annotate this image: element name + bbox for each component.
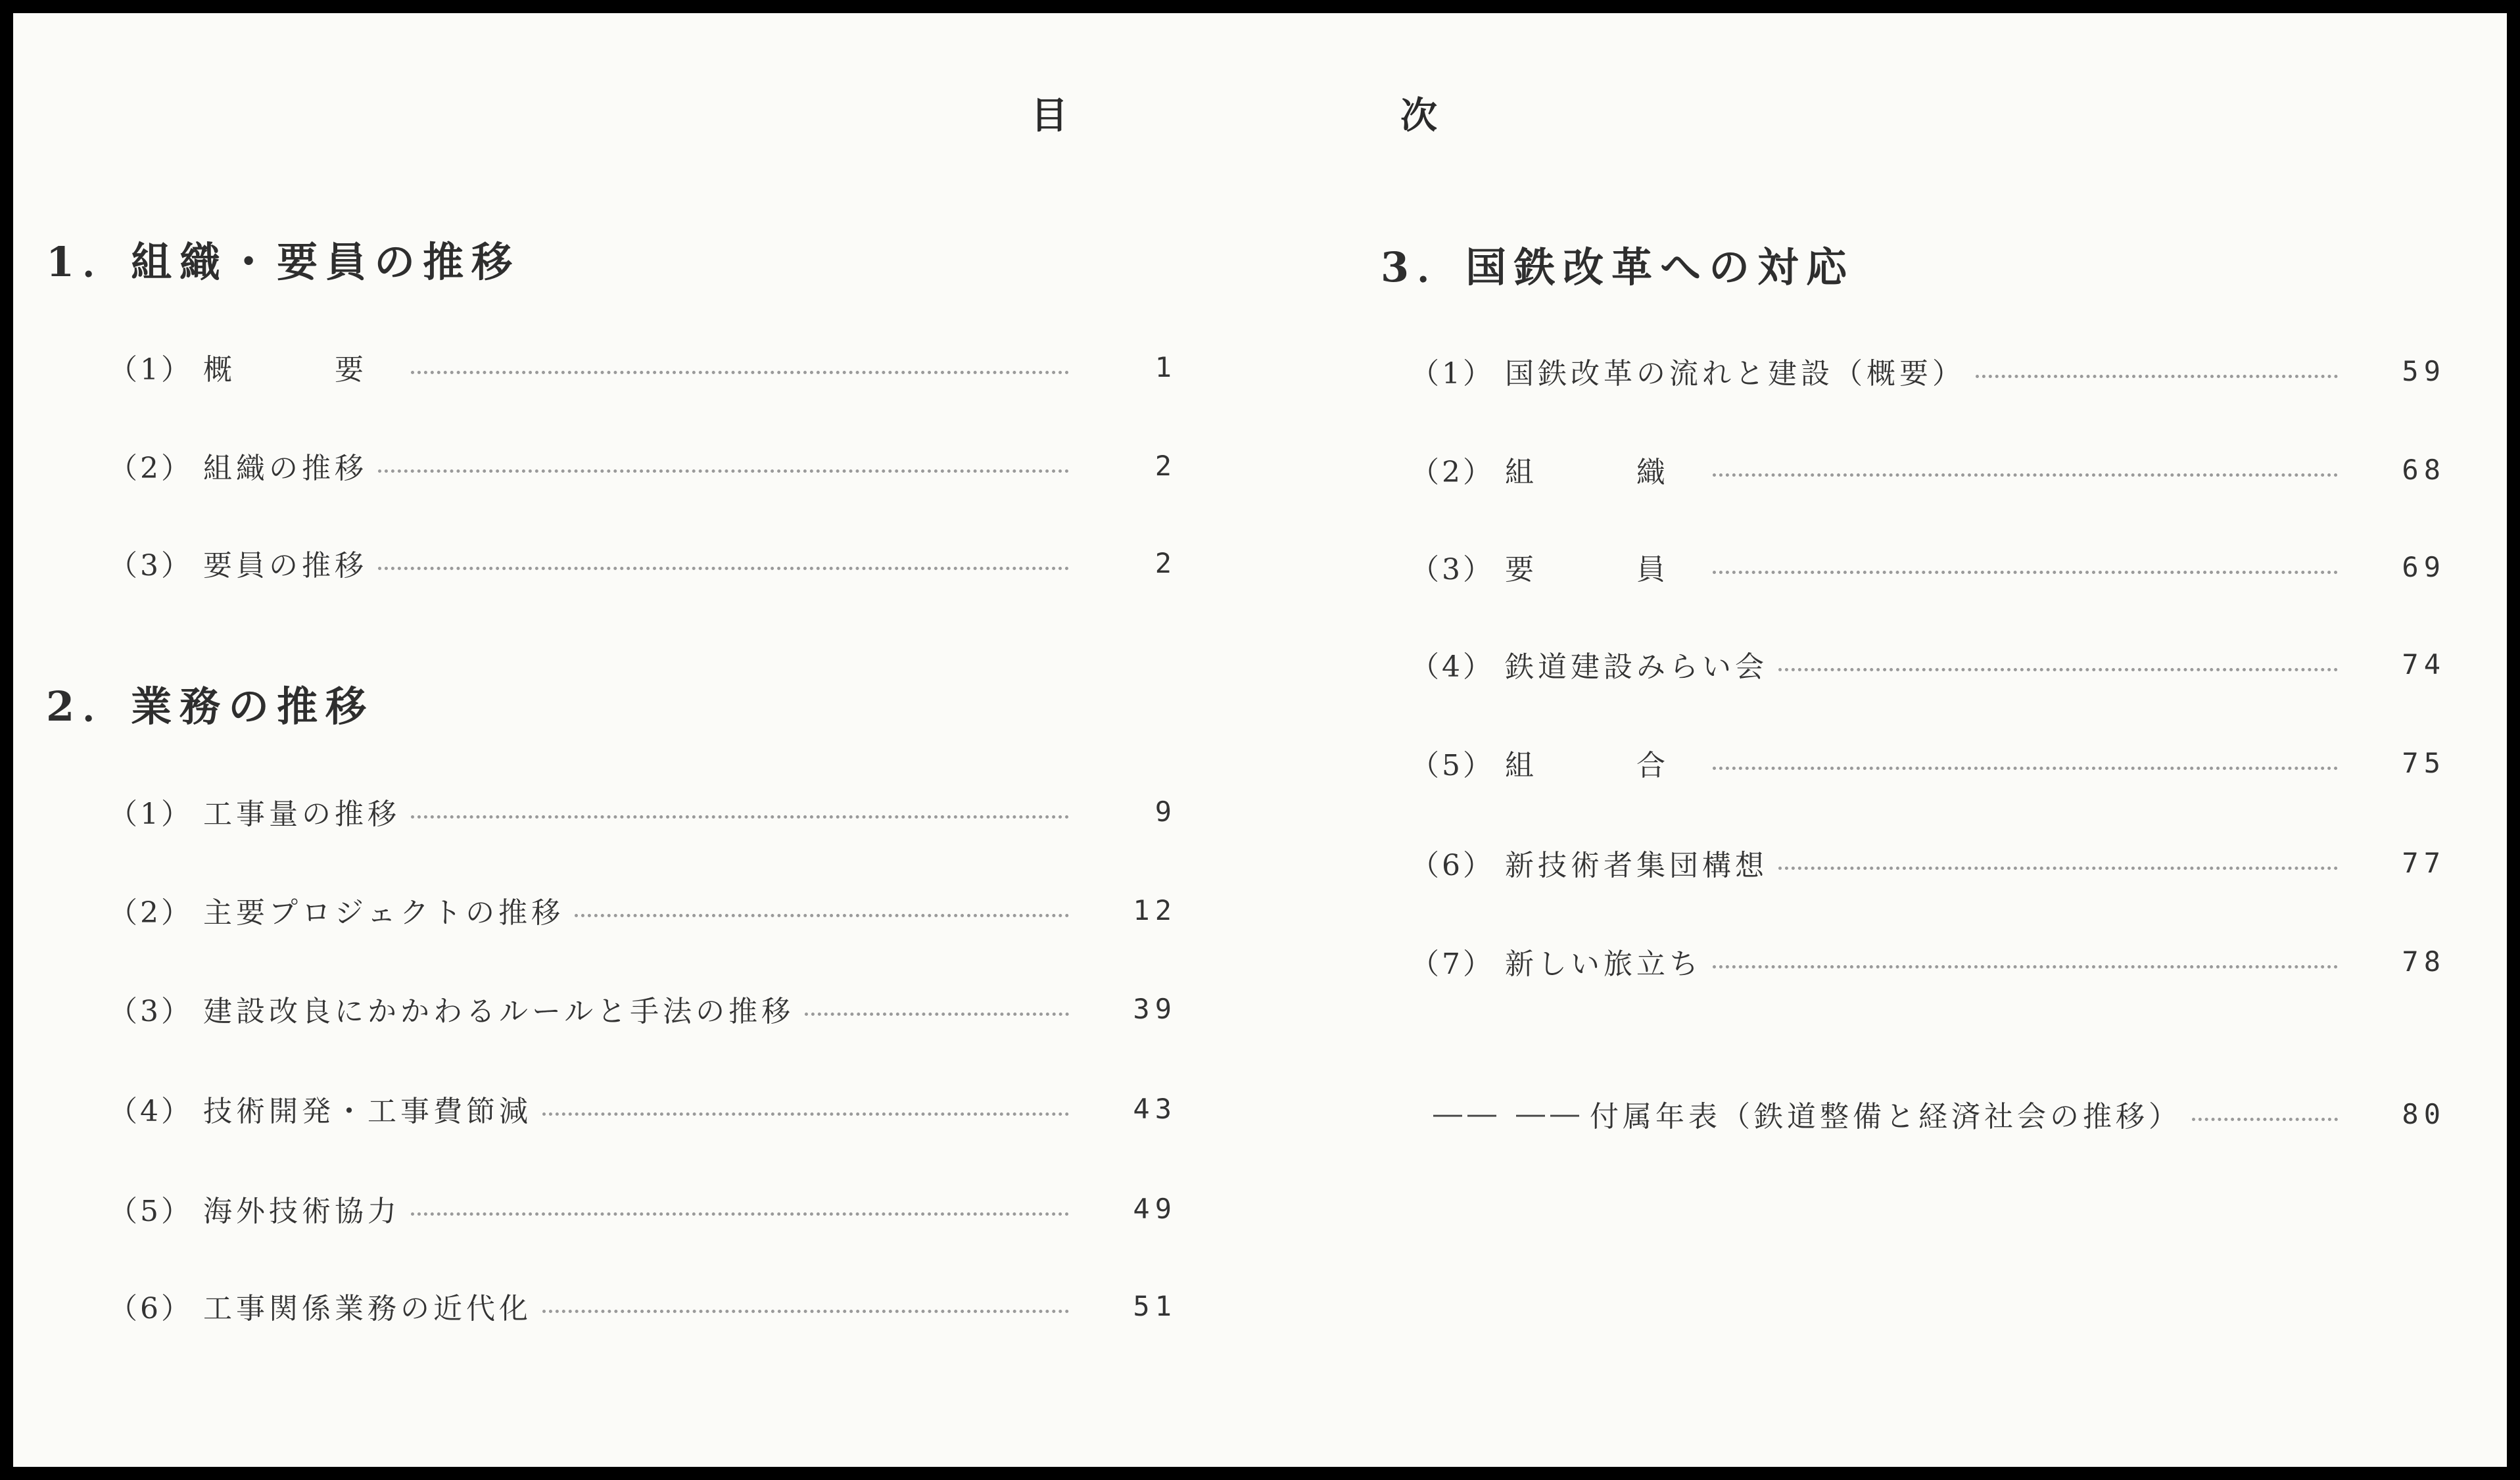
dot-leader [805,1013,1069,1016]
entry-label: 国鉄改革の流れと建設（概要） [1505,357,1965,391]
section-heading-3: 3．国鉄改革への対応 [1381,243,1855,291]
entry-number: （1） [1410,357,1494,391]
entry-page-number: 9 [1154,795,1177,828]
dot-leader [575,914,1069,917]
entry-label: 新技術者集団構想 [1505,849,1768,882]
page-title-right: 次 [1400,94,1437,137]
dash-prefix: ―― ―― [1433,1097,1584,1131]
entry-page-number: 74 [2402,648,2446,680]
toc-entry-appendix[interactable] [1433,1094,2446,1134]
toc-entry[interactable] [1410,843,2446,882]
entry-label: 要員の推移 [203,549,368,583]
toc-entry[interactable] [108,543,1177,583]
entry-number: （2） [108,896,193,930]
entry-label: 工事量の推移 [203,798,400,831]
entry-label: 組 合 [1505,749,1702,782]
dot-leader [1713,473,2338,477]
toc-entry[interactable] [108,1089,1177,1128]
dot-leader [1713,965,2338,968]
entry-label: 組 織 [1505,456,1702,489]
dot-leader [1778,867,2338,870]
toc-entry[interactable] [108,890,1177,930]
entry-number: （5） [108,1195,193,1228]
entry-page-number: 39 [1133,992,1177,1025]
entry-label: 要 員 [1505,553,1702,586]
dot-leader [411,815,1069,819]
dot-leader [1713,767,2338,770]
dot-leader [411,371,1069,374]
dot-leader [2192,1118,2338,1121]
entry-page-number: 75 [2402,746,2446,779]
toc-entry[interactable] [1410,547,2446,586]
entry-number: （5） [1410,749,1494,782]
toc-entry[interactable] [108,1189,1177,1228]
dot-leader [1778,668,2338,671]
toc-entry[interactable] [108,989,1177,1028]
entry-page-number: 68 [2402,453,2446,486]
entry-number: （4） [108,1095,193,1128]
entry-number: （2） [108,452,193,485]
entry-page-number: 51 [1133,1289,1177,1322]
toc-entry[interactable] [108,792,1177,831]
entry-number: （1） [108,798,193,831]
entry-page-number: 1 [1154,350,1177,383]
entry-page-number: 78 [2402,945,2446,978]
toc-entry[interactable] [1410,743,2446,782]
entry-number: （7） [1410,947,1494,981]
dot-leader [411,1212,1069,1216]
entry-number: （2） [1410,456,1494,489]
dot-leader [542,1310,1069,1313]
entry-page-number: 49 [1133,1192,1177,1225]
dot-leader [1976,375,2338,378]
entry-number: （3） [108,549,193,583]
entry-page-number: 80 [2402,1097,2446,1130]
toc-entry[interactable] [108,1286,1177,1325]
toc-entry[interactable] [108,347,1177,387]
page-title-left: 目 [1031,94,1068,137]
entry-label: 工事関係業務の近代化 [203,1292,532,1325]
entry-number: （6） [1410,849,1494,882]
entry-page-number: 59 [2402,354,2446,387]
entry-page-number: 77 [2402,846,2446,879]
toc-entry[interactable] [1410,644,2446,684]
entry-label: 主要プロジェクトの推移 [203,896,565,930]
entry-number: （3） [1410,553,1494,586]
entry-label: 鉄道建設みらい会 [1505,650,1768,684]
entry-page-number: 69 [2402,550,2446,583]
dot-leader [378,567,1069,570]
entry-page-number: 12 [1133,894,1177,926]
entry-number: （3） [108,995,193,1028]
entry-page-number: 2 [1154,546,1177,579]
entry-label: 新しい旅立ち [1505,947,1702,981]
dot-leader [378,469,1069,473]
section-heading-2: 2．業務の推移 [46,682,375,730]
section-heading-1: 1．組織・要員の推移 [46,238,521,286]
entry-page-number: 43 [1133,1092,1177,1125]
entry-label: 建設改良にかかわるルールと手法の推移 [203,995,795,1028]
entry-label: 組織の推移 [203,452,368,485]
entry-number: （1） [108,353,193,387]
dot-leader [1713,571,2338,574]
toc-entry[interactable] [1410,450,2446,489]
entry-label: 技術開発・工事費節減 [203,1095,532,1128]
toc-entry[interactable] [1410,351,2446,391]
entry-number: （6） [108,1292,193,1325]
entry-label: 海外技術協力 [203,1195,400,1228]
entry-number: （4） [1410,650,1494,684]
toc-entry[interactable] [108,446,1177,485]
entry-page-number: 2 [1154,449,1177,482]
toc-entry[interactable] [1410,942,2446,981]
entry-label: 概 要 [203,353,400,387]
toc-page [13,13,2507,1467]
dot-leader [542,1112,1069,1116]
entry-label: 付属年表（鉄道整備と経済社会の推移） [1590,1100,2181,1134]
